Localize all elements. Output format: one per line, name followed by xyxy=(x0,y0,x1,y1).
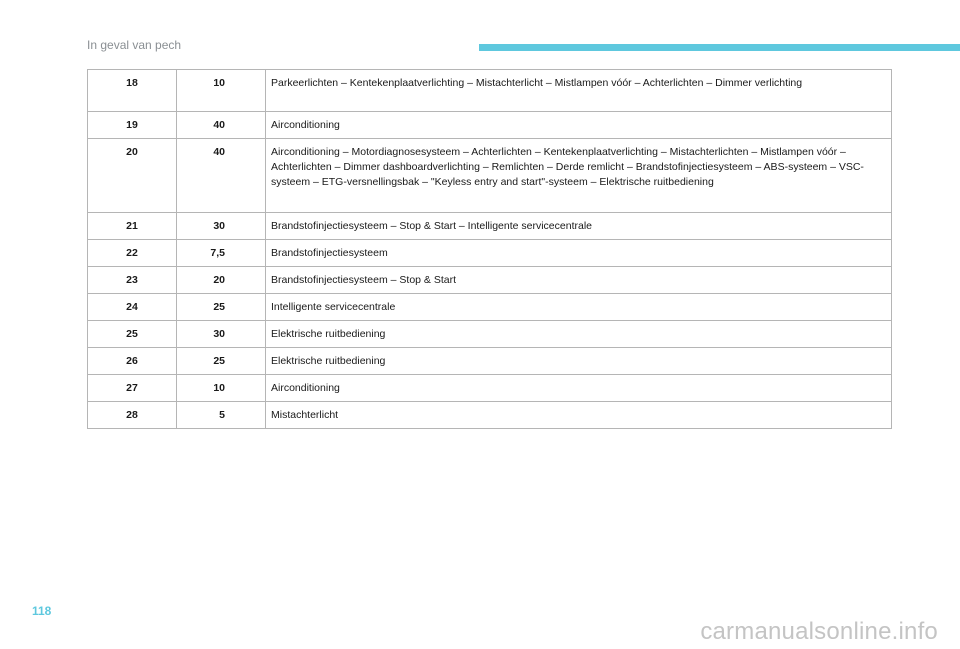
table-row xyxy=(88,70,892,112)
fuse-number: 21 xyxy=(88,213,177,240)
fuse-amperage: 5 xyxy=(177,402,266,429)
fuse-amperage: 30 xyxy=(177,213,266,240)
page-number: 118 xyxy=(32,604,52,618)
fuse-functions: Elektrische ruitbediening xyxy=(266,348,892,375)
table-row xyxy=(88,375,892,402)
fuse-amperage: 25 xyxy=(177,294,266,321)
fuse-number: 22 xyxy=(88,240,177,267)
fuse-number: 27 xyxy=(88,375,177,402)
table-row xyxy=(88,112,892,139)
fuse-number: 23 xyxy=(88,267,177,294)
fuse-functions: Brandstofinjectiesysteem – Stop & Start xyxy=(266,267,892,294)
table-row xyxy=(88,139,892,213)
table-row xyxy=(88,348,892,375)
fuse-number: 24 xyxy=(88,294,177,321)
fuse-number: 25 xyxy=(88,321,177,348)
fuse-functions: Airconditioning xyxy=(266,112,892,139)
table-row xyxy=(88,402,892,429)
fuse-amperage: 7,5 xyxy=(177,240,266,267)
fuse-amperage: 10 xyxy=(177,70,266,112)
table-row xyxy=(88,321,892,348)
fuse-amperage: 30 xyxy=(177,321,266,348)
fuse-table xyxy=(87,69,892,429)
fuse-functions: Airconditioning xyxy=(266,375,892,402)
fuse-number: 18 xyxy=(88,70,177,112)
fuse-amperage: 40 xyxy=(177,139,266,213)
fuse-number: 28 xyxy=(88,402,177,429)
fuse-functions: Mistachterlicht xyxy=(266,402,892,429)
fuse-amperage: 10 xyxy=(177,375,266,402)
watermark: carmanualsonline.info xyxy=(700,618,938,645)
fuse-number: 19 xyxy=(88,112,177,139)
fuse-amperage: 20 xyxy=(177,267,266,294)
fuse-amperage: 25 xyxy=(177,348,266,375)
fuse-functions: Airconditioning – Motordiagnosesysteem – Achterlichten – Kentekenplaatverlichting – Mistachterlichten – Mistlampen vóór – Achterlichten – Dimmer dashboardverlichting – Remlichten – Derde remlicht – Brandstofinjectiesysteem – ABS-systeem – VSC-systeem – ETG-versnellingsbak – "Keyless entry and start"-systeem – Elektrische ruitbediening xyxy=(266,139,892,213)
fuse-number: 20 xyxy=(88,139,177,213)
fuse-amperage: 40 xyxy=(177,112,266,139)
fuse-functions: Elektrische ruitbediening xyxy=(266,321,892,348)
fuse-functions: Intelligente servicecentrale xyxy=(266,294,892,321)
fuse-functions: Parkeerlichten – Kentekenplaatverlichting – Mistachterlicht – Mistlampen vóór – Achterlichten – Dimmer verlichting xyxy=(266,70,892,112)
fuse-number: 26 xyxy=(88,348,177,375)
fuse-functions: Brandstofinjectiesysteem xyxy=(266,240,892,267)
table-row xyxy=(88,213,892,240)
section-title: In geval van pech xyxy=(87,38,182,52)
table-row xyxy=(88,267,892,294)
table-row xyxy=(88,294,892,321)
header-accent-bar xyxy=(479,44,960,51)
fuse-functions: Brandstofinjectiesysteem – Stop & Start – Intelligente servicecentrale xyxy=(266,213,892,240)
table-row xyxy=(88,240,892,267)
